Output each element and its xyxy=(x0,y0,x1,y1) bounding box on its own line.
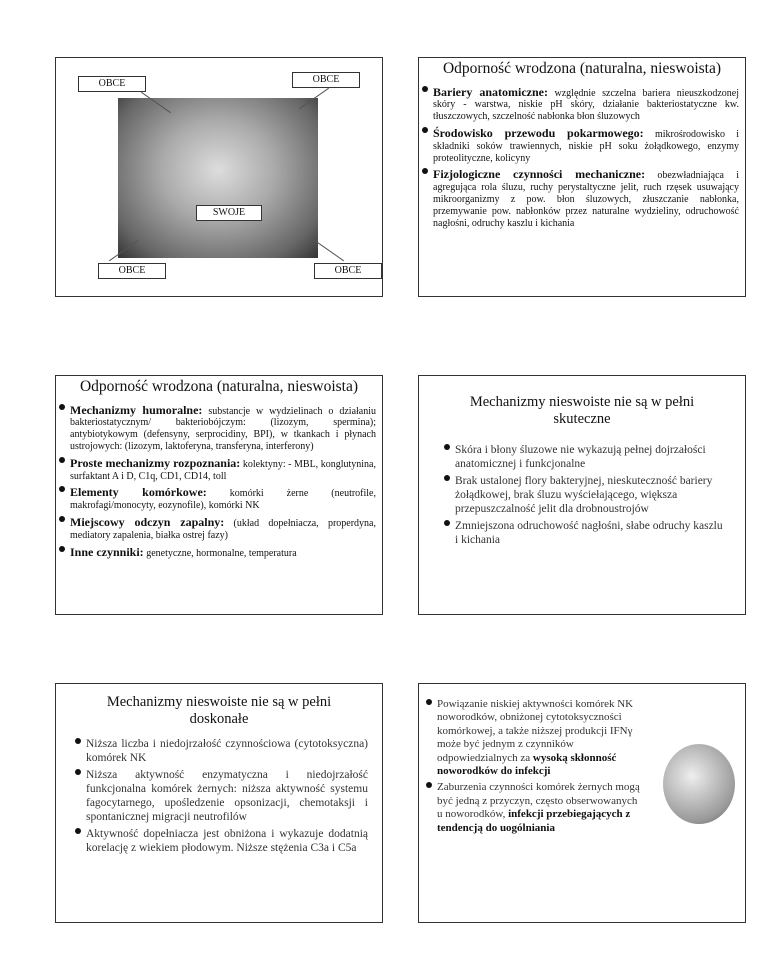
list-item: Aktywność dopełniacza jest obniżona i wykazuje dodatnią korelację z wiekiem płodowym. Niższe stężenia C3a i C5a xyxy=(86,827,368,854)
slide-self-nonself xyxy=(55,57,383,297)
list-item: Skóra i błony śluzowe nie wykazują pełnej dojrzałości anatomicznej i funkcjonalne xyxy=(455,443,723,471)
list-item: Powiązanie niskiej aktywności komórek NK noworodków, obniżonej cytotoksyczności komórkowej, a także niższej produkcji IFNγ może być jednym z czynników odpowiedzialnych za wysoką skłonność noworodków do infekcji xyxy=(437,698,645,778)
list-item: Zmniejszona odruchowość nagłośni, słabe odruchy kaszlu i kichania xyxy=(455,519,723,546)
label-obce: OBCE xyxy=(292,72,360,88)
arrow-icon xyxy=(314,240,344,261)
list-item: Niższa liczba i niedojrzałość czynnościowa (cytotoksyczna) komórek NK xyxy=(86,737,368,764)
slide-title: Odporność wrodzona (naturalna, nieswoista) xyxy=(442,60,722,77)
list-item: Elementy komórkowe: komórki żerne (neutrofile, makrofagi/monocyty, eozynofile), komórki NK xyxy=(70,485,376,512)
label-swoje: SWOJE xyxy=(196,205,262,221)
list-item: Środowisko przewodu pokarmowego: mikrośrodowisko i składniki soków trawiennych, niskie pH soku żołądkowego, enzymy proteolityczne, kolicyny xyxy=(433,125,739,164)
list-item: Inne czynniki: genetyczne, hormonalne, temperatura xyxy=(70,545,376,560)
list-item: Zaburzenia czynności komórek żernych mogą być jedną z przyczyn, często obserwowanych u noworodków, infekcji przebiegających z tendencją do uogólniania xyxy=(437,781,645,835)
list-item: Mechanizmy humoralne: substancje w wydzielinach o działaniu bakteriostatycznym/ bakteriobójczym: (lizozym, spermina); antybiotykowym (defensyny, serprocidiny, BPI), w tkankach i płynach ustrojowych: (lizozym, laktoferyna, transferyna, interferony) xyxy=(70,402,377,452)
list-item: Niższa aktywność enzymatyczna i niedojrzałość funkcjonalna komórek żernych: niższa aktywność systemu fagocytarnego, upośledzenie opsonizacji, chemotaksji i spontanicznej migracji neutrofilów xyxy=(86,768,368,823)
slide-title: Mechanizmy nieswoiste nie są w pełni skuteczne xyxy=(469,394,695,428)
label-obce: OBCE xyxy=(78,76,146,92)
slide-title: Mechanizmy nieswoiste nie są w pełni doskonałe xyxy=(106,694,332,728)
list-item: Brak ustalonej flory bakteryjnej, nieskuteczność bariery żołądkowej, brak śluzu wyściełającego, większa przepuszczalność jelit dla drobnoustrojów xyxy=(455,474,723,516)
label-obce: OBCE xyxy=(98,263,166,279)
list-item: Bariery anatomiczne: względnie szczelna bariera nieuszkodzonej skóry - warstwa, niskie pH skóry, działanie bakteriostatyczne kw. tłuszczowych, szczelność nabłonka błon śluzowych xyxy=(433,84,739,123)
slide-neonatal-infections xyxy=(418,683,746,923)
label-obce: OBCE xyxy=(314,263,382,279)
slide-innate-immunity-1 xyxy=(418,57,746,297)
slide-not-perfect xyxy=(55,683,383,923)
list-item: Miejscowy odczyn zapalny: (układ dopełniacza, properdyna, mediatory zapalenia, białka ostrej fazy) xyxy=(70,514,376,541)
slide-innate-immunity-2 xyxy=(55,375,383,615)
slide-title: Odporność wrodzona (naturalna, nieswoista) xyxy=(79,378,359,395)
slide-not-effective xyxy=(418,375,746,615)
infant-illustration xyxy=(663,744,735,824)
list-item: Fizjologiczne czynności mechaniczne: obezwładniająca i agregująca rola śluzu, ruchy perystaltyczne jelit, ruch rzęsek usuwający mikroorganizmy z pow. błon śluzowych, złuszczanie nabłonka, przemywanie pow. nabłonków przez naturalne wydzieliny, odruchowość nagłośni, odruchy kaszlu i kichania xyxy=(433,167,739,229)
infant-photo xyxy=(118,98,318,258)
list-item: Proste mechanizmy rozpoznania: kolektyny: - MBL, konglutynina, surfaktant A i D, C1q, CD1, CD14, toll xyxy=(70,455,376,482)
